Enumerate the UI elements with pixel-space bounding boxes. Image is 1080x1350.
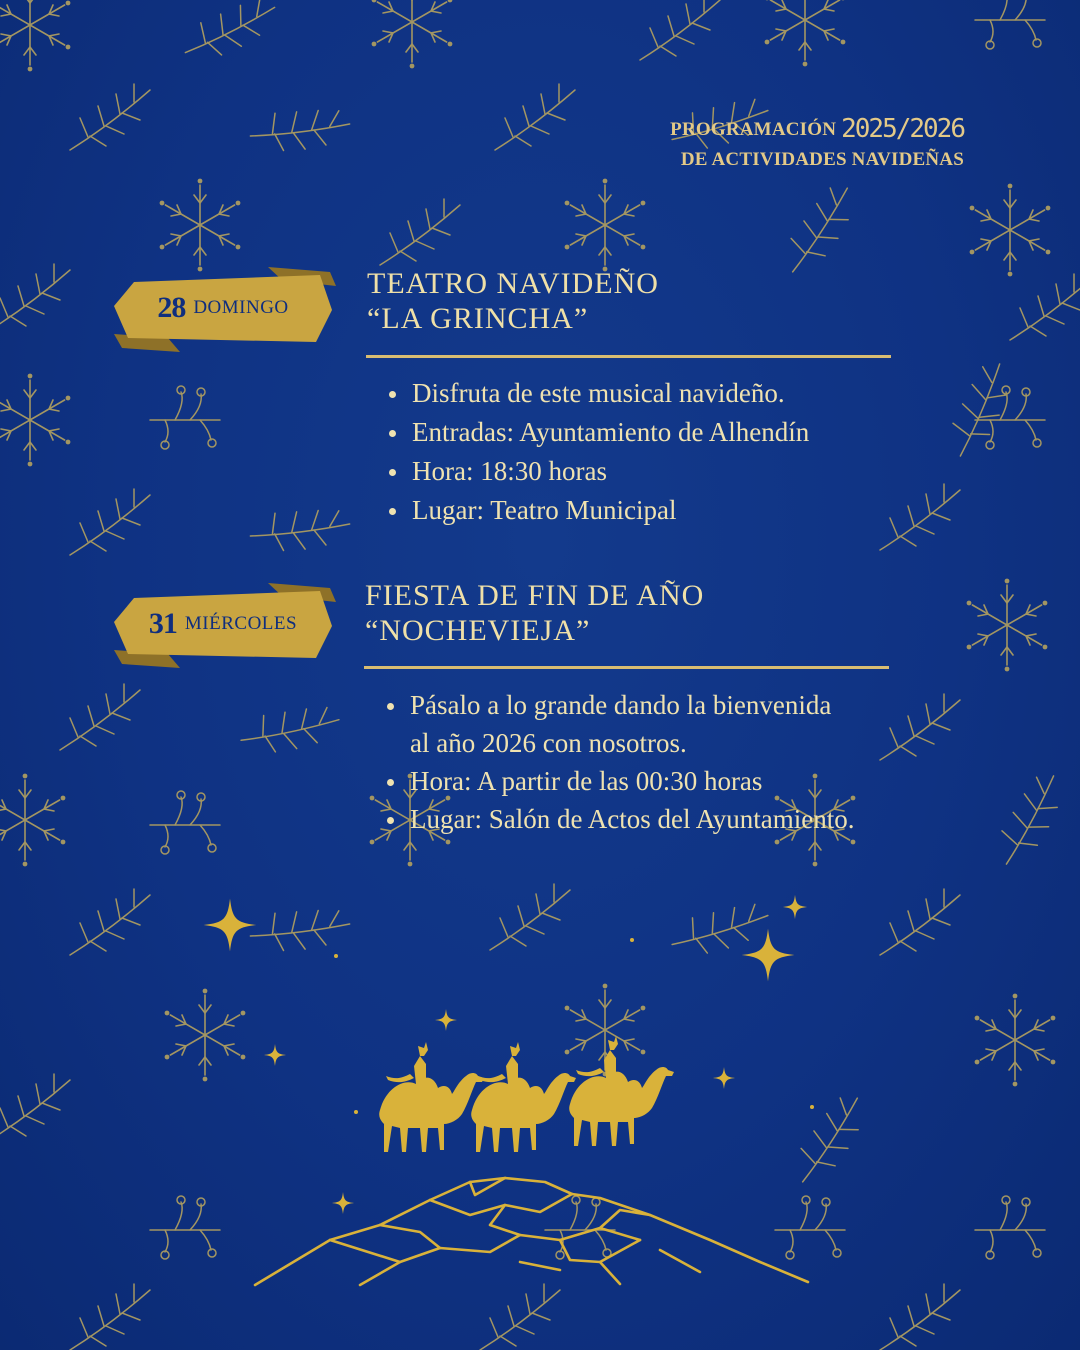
event-details-list — [378, 374, 809, 530]
header-line2: DE ACTIVIDADES NAVIDEÑAS — [680, 149, 964, 170]
detail-item: Lugar: Teatro Municipal — [378, 491, 809, 530]
event-title-line2: “NOCHEVIEJA” — [365, 614, 591, 647]
header-line1 — [670, 114, 964, 145]
title-divider — [366, 355, 891, 358]
ribbon-day-name: MIÉRCOLES — [184, 613, 298, 634]
header-year: 2025/2026 — [841, 114, 964, 144]
event-title — [367, 266, 659, 336]
ribbon-day-number: 31 — [148, 607, 177, 640]
detail-item: Lugar: Salón de Actos del Ayuntamiento. — [376, 800, 854, 838]
detail-item: Hora: A partir de las 00:30 horas — [376, 762, 854, 800]
event-title-line1: TEATRO NAVIDEÑO — [367, 267, 659, 300]
detail-item: Disfruta de este musical navideño. — [378, 374, 809, 413]
detail-item: Pásalo a lo grande dando la bienvenida — [376, 686, 854, 724]
sparkle-stars — [204, 895, 814, 1214]
program-header — [670, 114, 964, 175]
title-divider — [364, 666, 889, 669]
event-title-line2: “LA GRINCHA” — [367, 302, 589, 335]
mountain-outline — [255, 1178, 808, 1285]
camel-caravan — [379, 1036, 674, 1152]
date-ribbon-31 — [108, 578, 338, 670]
event-title-line1: FIESTA DE FIN DE AÑO — [365, 579, 705, 612]
ribbon-day-number: 28 — [157, 291, 186, 324]
event-details-list — [376, 686, 854, 838]
event-title — [365, 578, 704, 648]
ribbon-day-name: DOMINGO — [193, 297, 289, 318]
date-ribbon-28 — [108, 262, 338, 354]
detail-item: Entradas: Ayuntamiento de Alhendín — [378, 413, 809, 452]
three-kings-illustration — [0, 880, 1080, 1350]
header-prefix: PROGRAMACIÓN — [670, 119, 837, 140]
detail-item-continuation: al año 2026 con nosotros. — [410, 728, 687, 758]
detail-item: Hora: 18:30 horas — [378, 452, 809, 491]
